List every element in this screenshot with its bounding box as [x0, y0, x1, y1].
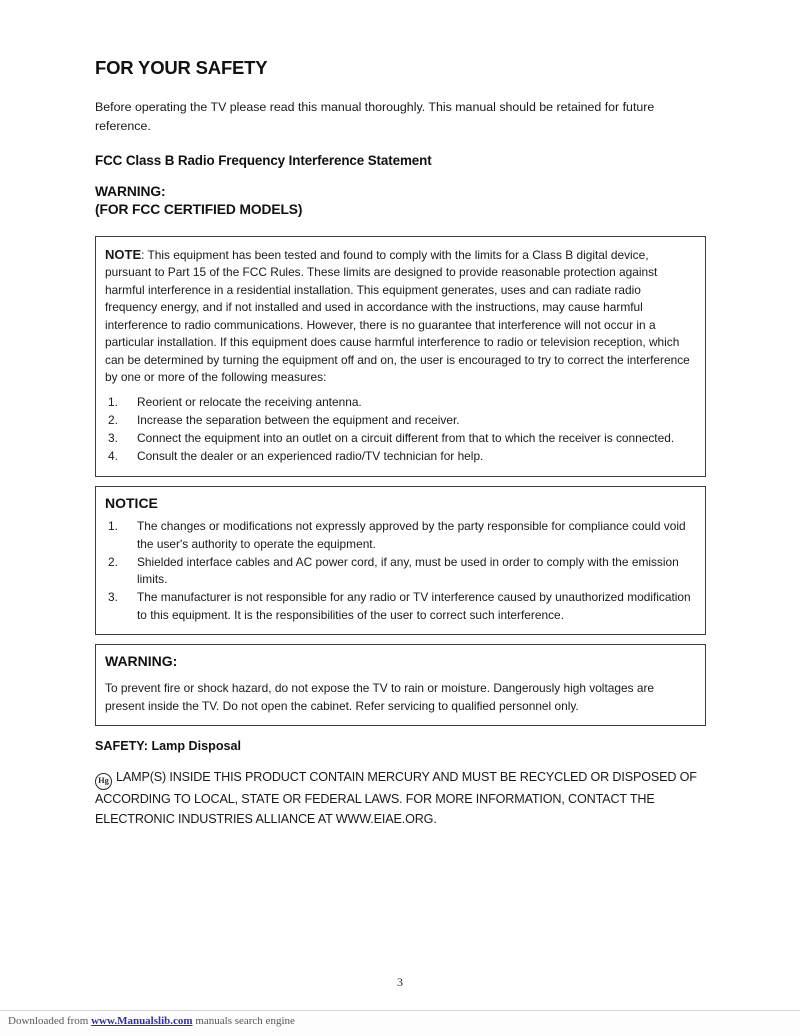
list-item	[105, 554, 696, 589]
list-item-number: 2.	[108, 554, 118, 569]
fcc-statement-heading: FCC Class B Radio Frequency Interference Statement	[95, 153, 432, 169]
list-item	[105, 448, 696, 465]
fcc-warning-heading-line1: WARNING:	[95, 184, 166, 200]
note-label-suffix: :	[141, 247, 148, 262]
note-box-body	[105, 245, 696, 387]
manualslib-link[interactable]: www.Manualslib.com	[91, 1015, 193, 1027]
notice-box-list	[105, 518, 696, 624]
fcc-warning-heading	[95, 183, 706, 219]
note-box-list	[105, 394, 696, 466]
warning-box-title: WARNING:	[105, 652, 178, 669]
list-item-text: Consult the dealer or an experienced radio/TV technician for help.	[137, 449, 484, 464]
note-box	[95, 236, 706, 477]
download-attribution	[8, 1015, 295, 1027]
list-item-number: 3.	[108, 590, 118, 605]
list-item-number: 2.	[108, 412, 118, 427]
download-attribution-prefix: Downloaded from	[8, 1015, 92, 1027]
warning-box-body: To prevent fire or shock hazard, do not expose the TV to rain or moisture. Dangerously high voltages are present inside the TV. Do not open the cabinet. Refer servicing to qualified personnel only.	[105, 680, 655, 713]
list-item	[105, 430, 696, 447]
list-item	[105, 518, 696, 553]
mercury-hg-icon: Hg	[95, 773, 112, 790]
page-title: FOR YOUR SAFETY	[95, 57, 268, 78]
page-content	[95, 58, 706, 830]
notice-box-title: NOTICE	[105, 494, 158, 511]
list-item-text: Shielded interface cables and AC power cord, if any, must be used in order to comply with the emission limits.	[137, 554, 679, 587]
fcc-warning-heading-line2: (FOR FCC CERTIFIED MODELS)	[95, 202, 303, 218]
page-number: 3	[397, 975, 403, 989]
list-item-text: Increase the separation between the equipment and receiver.	[137, 412, 460, 427]
list-item	[105, 589, 696, 624]
safety-lamp-disposal-heading: SAFETY: Lamp Disposal	[95, 739, 242, 754]
mercury-notice	[95, 768, 706, 829]
list-item	[105, 394, 696, 411]
mercury-notice-text: LAMP(S) INSIDE THIS PRODUCT CONTAIN MERCURY AND MUST BE RECYCLED OR DISPOSED OF ACCORDING TO LOCAL, STATE OR FEDERAL LAWS. FOR MORE INFORMATION, CONTACT THE ELECTRONIC INDUSTRIES ALLIANCE AT WWW.EIAE.ORG.	[95, 770, 697, 827]
list-item-text: The manufacturer is not responsible for any radio or TV interference caused by unauthorized modification to this equipment. It is the responsibilities of the user to correct such interference.	[137, 590, 691, 622]
list-item-number: 1.	[108, 519, 118, 534]
download-attribution-suffix: manuals search engine	[192, 1015, 295, 1027]
intro-paragraph: Before operating the TV please read this manual thoroughly. This manual should be retained for future reference.	[95, 100, 655, 133]
list-item-text: The changes or modifications not expressly approved by the party responsible for compliance could void the user's authority to operate the equipment.	[137, 519, 686, 551]
notice-box	[95, 486, 706, 635]
note-body-text: This equipment has been tested and found to comply with the limits for a Class B digital device, pursuant to Part 15 of the FCC Rules. These limits are designed to provide reasonable protection against harmful interference in a residential installation. This equipment generates, uses and can radiate radio frequency energy, and if not installed and used in accordance with the instructions, may cause harmful interference to radio communications. However, there is no guarantee that interference will not occur in a particular installation. If this equipment does cause harmful interference to radio or television reception, which can be determined by turning the equipment off and on, the user is encouraged to try to correct the interference by one or more of the following measures:	[105, 247, 690, 385]
warning-box	[95, 644, 706, 727]
list-item-text: Reorient or relocate the receiving antenna.	[137, 394, 362, 409]
list-item-number: 3.	[108, 431, 118, 446]
list-item-number: 1.	[108, 394, 118, 409]
list-item-text: Connect the equipment into an outlet on a circuit different from that to which the receiver is connected.	[137, 431, 675, 446]
list-item-number: 4.	[108, 449, 118, 464]
note-label: NOTE	[105, 246, 142, 262]
list-item	[105, 412, 696, 429]
